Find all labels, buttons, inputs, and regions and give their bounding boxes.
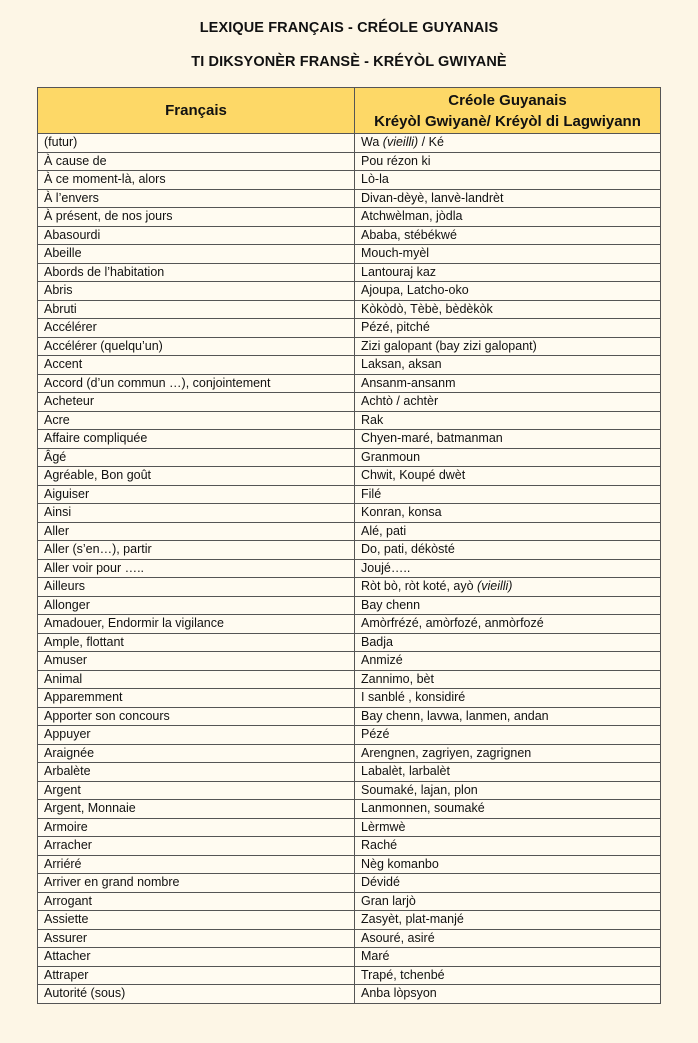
table-row [38, 208, 661, 227]
creole-text: Atchwèlman, jòdla [361, 209, 463, 223]
table-row [38, 911, 661, 930]
creole-text: Ababa, stébékwé [361, 227, 457, 242]
table-row [38, 226, 661, 245]
creole-text: Konran, konsa [361, 505, 442, 519]
cell-creole [355, 393, 661, 412]
table-row [38, 448, 661, 467]
cell-french: Aller [38, 522, 355, 541]
creole-text: Divan-dèyè, lanvè-landrèt [361, 190, 504, 205]
table-row [38, 337, 661, 356]
header-creole-line1: Créole Guyanais [448, 91, 567, 109]
creole-text: Kòkòdò, Tèbè, bèdèkòk [361, 301, 493, 316]
creole-text: Anba lòpsyon [361, 986, 437, 1000]
creole-text: Pézé, pitché [361, 320, 430, 334]
table-row [38, 726, 661, 745]
cell-creole [355, 985, 661, 1004]
cell-creole [355, 874, 661, 893]
cell-creole [355, 152, 661, 171]
cell-creole [355, 541, 661, 560]
creole-text: Dévidé [361, 875, 400, 889]
table-row [38, 929, 661, 948]
table-row [38, 800, 661, 819]
cell-french: Aller voir pour ….. [38, 559, 355, 578]
cell-french: Acre [38, 411, 355, 430]
cell-french: Assurer [38, 929, 355, 948]
table-row [38, 652, 661, 671]
cell-creole [355, 596, 661, 615]
cell-creole [355, 689, 661, 708]
table-row [38, 485, 661, 504]
cell-creole [355, 744, 661, 763]
cell-creole [355, 189, 661, 208]
cell-french: Accélérer [38, 319, 355, 338]
lexicon-table [37, 87, 661, 1004]
creole-text: Do, pati, dékòsté [361, 542, 455, 556]
creole-text: Zasyèt, plat-manjé [361, 912, 464, 926]
creole-text: Achtò / achtèr [361, 394, 439, 408]
table-row [38, 892, 661, 911]
creole-text: Rak [361, 412, 384, 427]
cell-creole [355, 726, 661, 745]
table-row [38, 948, 661, 967]
table-row [38, 985, 661, 1004]
cell-french: Amuser [38, 652, 355, 671]
cell-creole [355, 430, 661, 449]
cell-french: Araignée [38, 744, 355, 763]
cell-french: Abasourdi [38, 226, 355, 245]
cell-french: Animal [38, 670, 355, 689]
table-row [38, 319, 661, 338]
cell-creole [355, 282, 661, 301]
cell-creole [355, 319, 661, 338]
creole-text: I sanblé , konsidiré [361, 690, 466, 704]
cell-french: Arracher [38, 837, 355, 856]
cell-french: Attacher [38, 948, 355, 967]
table-body [38, 134, 661, 1004]
creole-text: Asouré, asiré [361, 930, 435, 945]
table-row [38, 633, 661, 652]
cell-french: Abruti [38, 300, 355, 319]
header-creole-line2: Kréyòl Gwiyanè/ Kréyòl di Lagwiyann [374, 112, 641, 130]
creole-text: Trapé, tchenbé [361, 967, 445, 982]
cell-french: Assiette [38, 911, 355, 930]
cell-creole [355, 300, 661, 319]
table-row [38, 152, 661, 171]
creole-text: Arengnen, zagriyen, zagrignen [361, 745, 532, 760]
cell-french: À ce moment-là, alors [38, 171, 355, 190]
cell-creole [355, 670, 661, 689]
cell-creole [355, 226, 661, 245]
cell-creole [355, 781, 661, 800]
cell-french: Argent, Monnaie [38, 800, 355, 819]
cell-french: Arriver en grand nombre [38, 874, 355, 893]
creole-text: Soumaké, lajan, plon [361, 782, 478, 797]
cell-french: Âgé [38, 448, 355, 467]
table-row [38, 282, 661, 301]
cell-creole [355, 966, 661, 985]
table-row [38, 411, 661, 430]
cell-creole [355, 929, 661, 948]
cell-french: Arbalète [38, 763, 355, 782]
table-row [38, 245, 661, 264]
cell-creole [355, 485, 661, 504]
table-row [38, 596, 661, 615]
creole-text: Ajoupa, Latcho-oko [361, 283, 469, 297]
cell-french: Agréable, Bon goût [38, 467, 355, 486]
cell-french: Arrogant [38, 892, 355, 911]
cell-french: À l’envers [38, 189, 355, 208]
cell-french: Ainsi [38, 504, 355, 523]
cell-creole [355, 374, 661, 393]
cell-french: Ample, flottant [38, 633, 355, 652]
table-row [38, 393, 661, 412]
table-row [38, 189, 661, 208]
cell-creole [355, 208, 661, 227]
document-title-french: LEXIQUE FRANÇAIS - CRÉOLE GUYANAIS [199, 20, 499, 36]
cell-creole [355, 337, 661, 356]
cell-french: (futur) [38, 134, 355, 153]
creole-text: Pou rézon ki [361, 153, 431, 168]
table-row [38, 615, 661, 634]
cell-french: Argent [38, 781, 355, 800]
cell-creole [355, 652, 661, 671]
creole-text: Chyen-maré, batmanman [361, 431, 503, 445]
creole-note: (vieilli) [477, 579, 513, 593]
cell-french: Attraper [38, 966, 355, 985]
cell-creole [355, 171, 661, 190]
creole-text: Pézé [361, 727, 390, 741]
cell-creole [355, 837, 661, 856]
creole-text: Chwit, Koupé dwèt [361, 468, 466, 482]
table-row [38, 781, 661, 800]
table-row [38, 522, 661, 541]
creole-text: Laksan, aksan [361, 357, 442, 371]
table-row [38, 578, 661, 597]
cell-creole [355, 522, 661, 541]
creole-text: Lantouraj kaz [361, 264, 437, 279]
cell-creole [355, 707, 661, 726]
cell-creole [355, 615, 661, 634]
cell-creole [355, 763, 661, 782]
table-row [38, 837, 661, 856]
creole-text: Ròt bò, ròt koté, ayò [361, 579, 478, 593]
table-row [38, 689, 661, 708]
table-row [38, 763, 661, 782]
creole-text: Badja [361, 634, 393, 649]
cell-french: À présent, de nos jours [38, 208, 355, 227]
creole-text: Lèrmwè [361, 819, 406, 834]
table-row [38, 374, 661, 393]
cell-creole [355, 578, 661, 597]
cell-creole [355, 411, 661, 430]
cell-creole [355, 800, 661, 819]
table-row [38, 874, 661, 893]
cell-french: Acheteur [38, 393, 355, 412]
cell-french: Autorité (sous) [38, 985, 355, 1004]
creole-text: Joujé….. [361, 560, 411, 575]
table-row [38, 430, 661, 449]
cell-creole [355, 245, 661, 264]
header-french: Français [38, 88, 355, 134]
cell-creole [355, 948, 661, 967]
cell-creole [355, 448, 661, 467]
table-row [38, 300, 661, 319]
cell-french: Armoire [38, 818, 355, 837]
cell-creole [355, 467, 661, 486]
table-row [38, 818, 661, 837]
table-row [38, 171, 661, 190]
table-row [38, 134, 661, 153]
cell-creole [355, 134, 661, 153]
cell-french: Apparemment [38, 689, 355, 708]
cell-french: Amadouer, Endormir la vigilance [38, 615, 355, 634]
creole-text-after: / Ké [418, 135, 444, 149]
cell-creole [355, 504, 661, 523]
cell-french: Apporter son concours [38, 707, 355, 726]
cell-creole [355, 356, 661, 375]
creole-text: Amòrfrézé, amòrfozé, anmòrfozé [361, 616, 544, 630]
creole-text: Granmoun [361, 449, 421, 464]
table-row [38, 504, 661, 523]
document-title-creole: TI DIKSYONÈR FRANSÈ - KRÉYÒL GWIYANÈ [191, 54, 507, 70]
creole-text: Lanmonnen, soumaké [361, 801, 485, 815]
cell-creole [355, 892, 661, 911]
creole-text: Alé, pati [361, 523, 407, 538]
cell-french: Appuyer [38, 726, 355, 745]
creole-text: Anmizé [361, 653, 403, 667]
cell-creole [355, 633, 661, 652]
creole-note: (vieilli) [382, 135, 419, 149]
creole-text: Bay chenn [361, 597, 421, 612]
cell-french: Accord (d’un commun …), conjointement [38, 374, 355, 393]
creole-text: Wa [361, 135, 380, 149]
table-row [38, 855, 661, 874]
creole-text: Lò-la [361, 172, 389, 186]
table-header-row [38, 88, 661, 134]
cell-creole [355, 559, 661, 578]
cell-french: Accélérer (quelqu’un) [38, 337, 355, 356]
cell-french: Arriéré [38, 855, 355, 874]
table-row [38, 263, 661, 282]
creole-text: Mouch-myèl [361, 246, 430, 260]
table-row [38, 670, 661, 689]
cell-french: Aller (s’en…), partir [38, 541, 355, 560]
cell-creole [355, 911, 661, 930]
creole-text: Raché [361, 838, 398, 852]
creole-text: Nèg komanbo [361, 856, 439, 871]
table-row [38, 559, 661, 578]
cell-french: Affaire compliquée [38, 430, 355, 449]
cell-french: Allonger [38, 596, 355, 615]
cell-french: Aiguiser [38, 485, 355, 504]
table-row [38, 707, 661, 726]
table-row [38, 744, 661, 763]
creole-text: Bay chenn, lavwa, lanmen, andan [361, 708, 549, 723]
creole-text: Filé [361, 486, 382, 501]
cell-french: Ailleurs [38, 578, 355, 597]
creole-text: Zannimo, bèt [361, 671, 434, 686]
creole-text: Labalèt, larbalèt [361, 764, 450, 778]
cell-french: Abris [38, 282, 355, 301]
cell-creole [355, 855, 661, 874]
cell-french: Abords de l’habitation [38, 263, 355, 282]
creole-text: Ansanm-ansanm [361, 375, 456, 390]
cell-french: Abeille [38, 245, 355, 264]
table-row [38, 356, 661, 375]
table-row [38, 966, 661, 985]
header-creole [355, 88, 661, 134]
table-row [38, 541, 661, 560]
cell-creole [355, 263, 661, 282]
creole-text: Maré [361, 949, 390, 963]
creole-text: Zizi galopant (bay zizi galopant) [361, 338, 537, 353]
cell-french: À cause de [38, 152, 355, 171]
cell-french: Accent [38, 356, 355, 375]
creole-text: Gran larjò [361, 893, 416, 908]
table-row [38, 467, 661, 486]
cell-creole [355, 818, 661, 837]
